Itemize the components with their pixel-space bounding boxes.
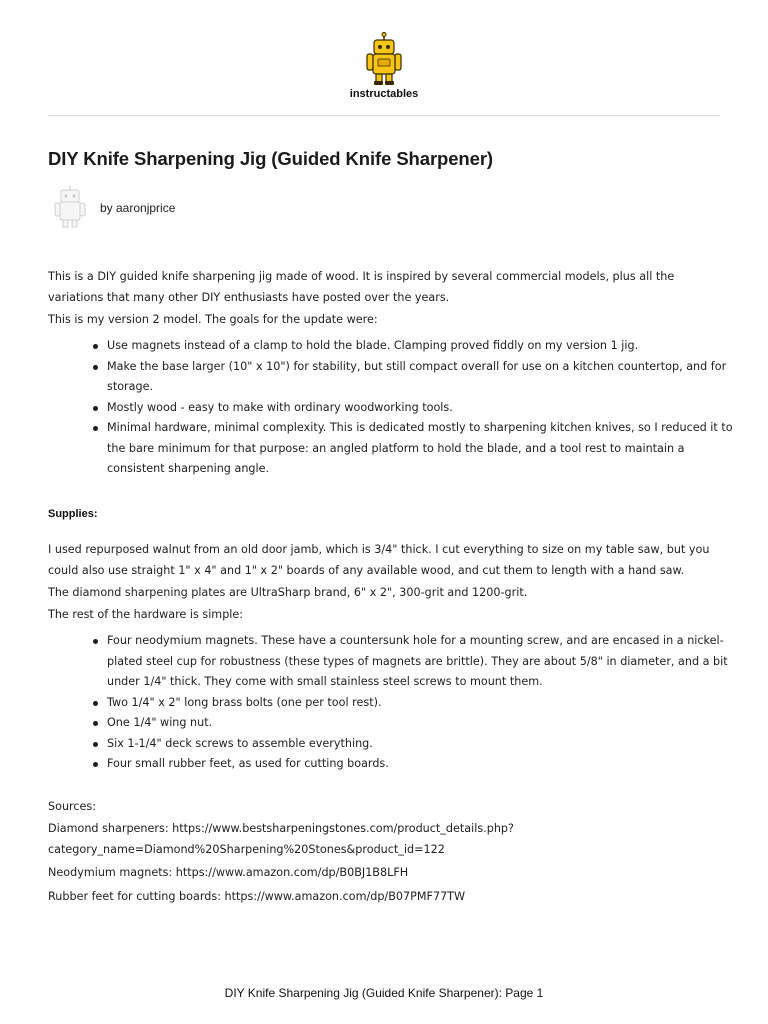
page-footer: DIY Knife Sharpening Jig (Guided Knife Sharpener): Page 1 <box>224 986 544 1000</box>
supplies-heading: Supplies: <box>48 507 98 520</box>
goals-list <box>48 336 733 480</box>
source-magnets[interactable]: Neodymium magnets: https://www.amazon.com/dp/B0BJ1B8LFH <box>48 866 409 879</box>
source-feet[interactable]: Rubber feet for cutting boards: https://www.amazon.com/dp/B07PMF77TW <box>48 889 466 903</box>
author-byline[interactable]: by aaronjprice <box>100 201 176 215</box>
intro-paragraph: This is a DIY guided knife sharpening jig made of wood. It is inspired by several commercial models, plus all the variations that many other DIY enthusiasts have posted over the years. <box>48 270 675 304</box>
list-item: Four neodymium magnets. These have a countersunk hole for a mounting screw, and are encased in a nickel-plated steel cup for robustness (these types of magnets are brittle). They are about 5/8" in diameter, and a bit under 1/4" thick. They come with small stainless steel screws to mount them. <box>107 631 733 693</box>
page-title: DIY Knife Sharpening Jig (Guided Knife Sharpener) <box>48 148 493 169</box>
brand-name[interactable]: instructables <box>349 88 419 100</box>
list-item: Six 1-1/4" deck screws to assemble everything. <box>107 734 733 755</box>
list-item: Four small rubber feet, as used for cutting boards. <box>107 754 733 775</box>
supplies-paragraph: I used repurposed walnut from an old door jamb, which is 3/4" thick. I cut everything to size on my table saw, but you could also use straight 1" x 4" and 1" x 2" boards of any available wood, and cut them to length with a hand saw. <box>48 543 710 577</box>
source-diamond-line-1[interactable]: Diamond sharpeners: https://www.bestsharpeningstones.com/product_details.php? <box>48 822 514 835</box>
robot-avatar-icon <box>52 184 88 230</box>
site-header <box>0 32 768 100</box>
article-body <box>48 267 733 910</box>
supplies-paragraph: The rest of the hardware is simple: <box>48 607 244 621</box>
hardware-list <box>48 631 733 775</box>
list-item: Two 1/4" x 2" long brass bolts (one per tool rest). <box>107 693 733 714</box>
source-diamond[interactable] <box>48 819 733 860</box>
list-item: Use magnets instead of a clamp to hold the blade. Clamping proved fiddly on my version 1 jig. <box>107 336 733 357</box>
list-item: Make the base larger (10" x 10") for stability, but still compact overall for use on a kitchen countertop, and for storage. <box>107 357 733 398</box>
instructables-robot-icon[interactable] <box>364 32 404 86</box>
list-item: Mostly wood - easy to make with ordinary woodworking tools. <box>107 398 733 419</box>
sources-heading: Sources: <box>48 799 97 813</box>
list-item: Minimal hardware, minimal complexity. This is dedicated mostly to sharpening kitchen knives, so I reduced it to the bare minimum for that purpose: an angled platform to hold the blade, and a tool rest to maintain a consistent sharpening angle. <box>107 418 733 480</box>
list-item: One 1/4" wing nut. <box>107 713 733 734</box>
source-diamond-line-2[interactable]: category_name=Diamond%20Sharpening%20Stones&product_id=122 <box>48 842 445 856</box>
supplies-paragraph: The diamond sharpening plates are UltraSharp brand, 6" x 2", 300-grit and 1200-grit. <box>48 585 528 599</box>
intro-goals-lead: This is my version 2 model. The goals for the update were: <box>48 312 378 326</box>
header-divider <box>48 115 720 116</box>
